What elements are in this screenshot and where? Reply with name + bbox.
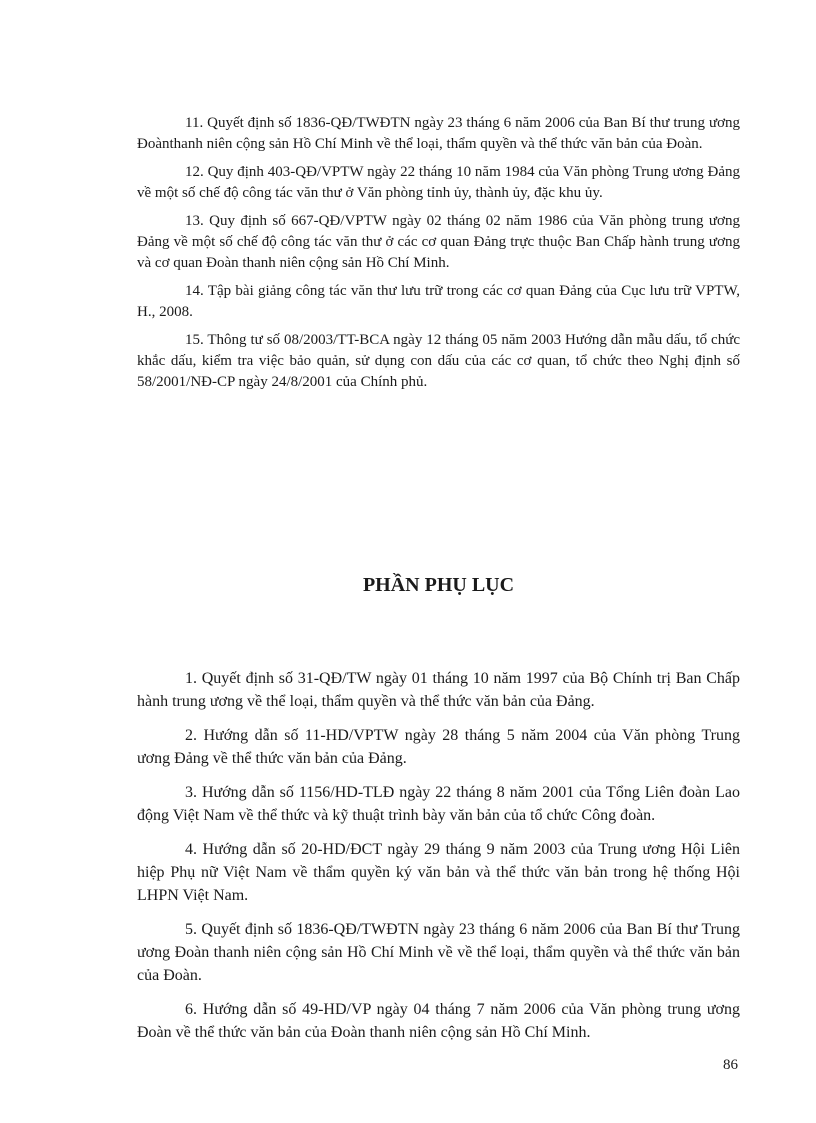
reference-item: 14. Tập bài giảng công tác văn thư lưu trữ trong các cơ quan Đảng của Cục lưu trữ VPTW, H., 2008. [137,283,740,320]
appendix-item: 4. Hướng dẫn số 20-HD/ĐCT ngày 29 tháng 9 năm 2003 của Trung ương Hội Liên hiệp Phụ nữ Việt Nam về thẩm quyền ký văn bản và thể thức văn bản trong hệ thống Hội LHPN Việt Nam. [137,841,740,904]
appendix-item: 2. Hướng dẫn số 11-HD/VPTW ngày 28 tháng 5 năm 2004 của Văn phòng Trung ương Đảng về thể thức văn bản của Đảng. [137,727,740,767]
appendix-item: 3. Hướng dẫn số 1156/HD-TLĐ ngày 22 tháng 8 năm 2001 của Tổng Liên đoàn Lao động Việt Nam về thể thức và kỹ thuật trình bày văn bản của tổ chức Công đoàn. [137,784,740,824]
reference-item: 11. Quyết định số 1836-QĐ/TWĐTN ngày 23 tháng 6 năm 2006 của Ban Bí thư trung ương Đoànthanh niên cộng sản Hồ Chí Minh về thể loại, thẩm quyền và thể thức văn bản của Đoàn. [137,115,740,152]
reference-item: 12. Quy định 403-QĐ/VPTW ngày 22 tháng 10 năm 1984 của Văn phòng Trung ương Đảng về một số chế độ công tác văn thư ở Văn phòng tỉnh ủy, thành ủy, đặc khu ủy. [137,164,740,201]
appendix-item: 5. Quyết định số 1836-QĐ/TWĐTN ngày 23 tháng 6 năm 2006 của Ban Bí thư Trung ương Đoàn thanh niên cộng sản Hồ Chí Minh về về thể loại, thẩm quyền và thể thức văn bản của Đoàn. [137,921,740,984]
reference-item: 13. Quy định số 667-QĐ/VPTW ngày 02 tháng 02 năm 1986 của Văn phòng trung ương Đảng về một số chế độ công tác văn thư ở các cơ quan Đảng trực thuộc Ban Chấp hành trung ương và cơ quan Đoàn thanh niên cộng sản Hồ Chí Minh. [137,213,740,271]
appendix-item: 1. Quyết định số 31-QĐ/TW ngày 01 tháng 10 năm 1997 của Bộ Chính trị Ban Chấp hành trung ương về thể loại, thẩm quyền và thể thức văn bản của Đảng. [137,670,740,710]
page-number: 86 [723,1057,738,1073]
appendix-title: PHẦN PHỤ LỤC [362,574,515,596]
reference-item: 15. Thông tư số 08/2003/TT-BCA ngày 12 tháng 05 năm 2003 Hướng dẫn mẫu dấu, tổ chức khắc dấu, kiểm tra việc bảo quản, sử dụng con dấu của các cơ quan, tổ chức theo Nghị định số 58/2001/NĐ-CP ngày 24/8/2001 của Chính phủ. [137,332,740,390]
reference-list [137,113,740,400]
appendix-list [137,667,740,1055]
appendix-item: 6. Hướng dẫn số 49-HD/VP ngày 04 tháng 7 năm 2006 của Văn phòng trung ương Đoàn về thể thức văn bản của Đoàn thanh niên cộng sản Hồ Chí Minh. [137,1001,740,1041]
